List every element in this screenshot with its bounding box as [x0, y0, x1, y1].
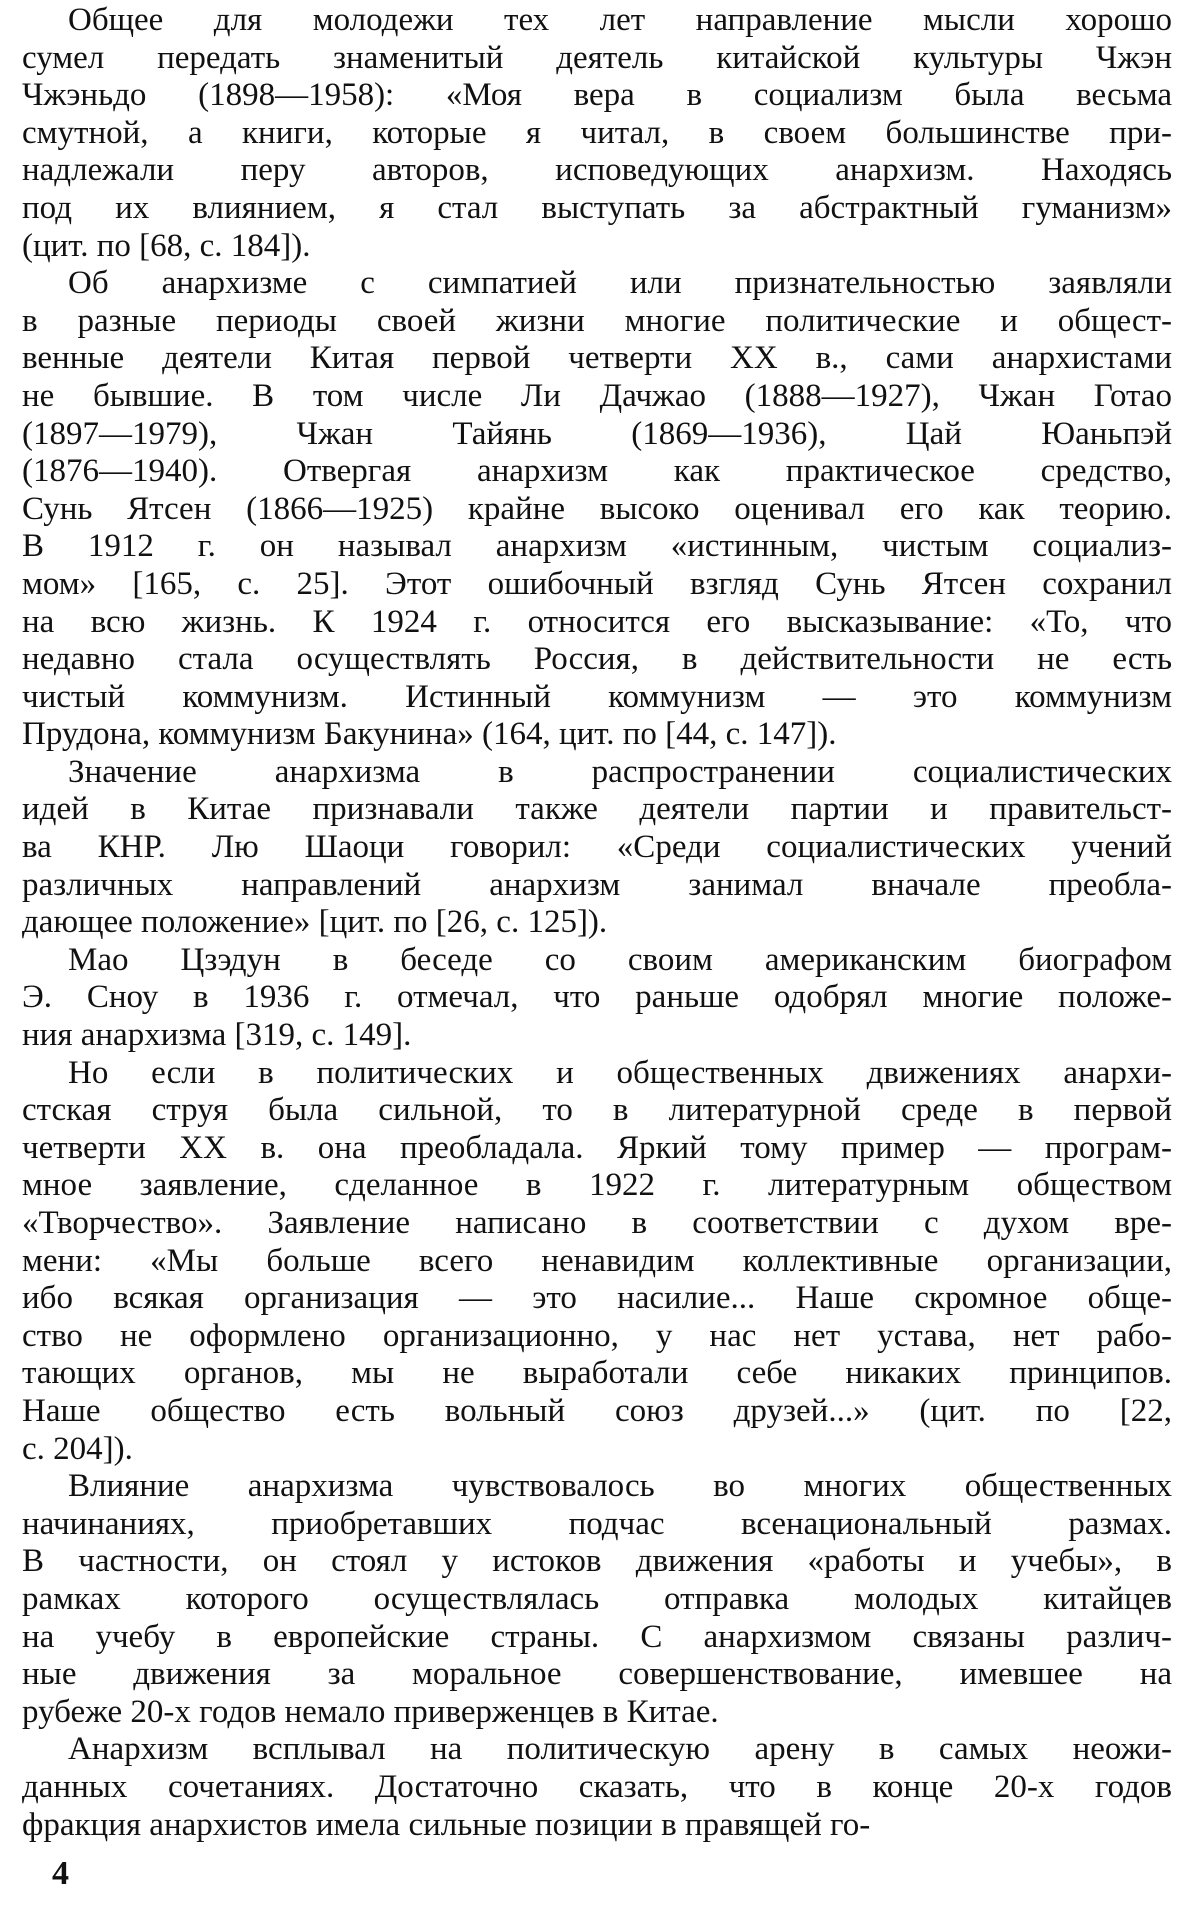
- text-line: (цит. по [68, с. 184]).: [22, 227, 311, 264]
- paragraph: [22, 942, 1172, 1055]
- text-line: «Творчество». Заявление написано в соответствии с духом вре-: [22, 1205, 1172, 1241]
- text-line: Э. Сноу в 1936 г. отмечал, что раньше одобрял многие положе-: [22, 979, 1172, 1016]
- text-line: ния анархизма [319, с. 149].: [22, 1017, 412, 1054]
- paragraph: [22, 1731, 1172, 1844]
- text-line: Об анархизме с симпатией или признательностью заявляли: [68, 265, 1172, 302]
- text-line: (1876—1940). Отвергая анархизм как практическое средство,: [22, 453, 1172, 490]
- text-line: чистый коммунизм. Истинный коммунизм — это коммунизм: [22, 678, 1172, 715]
- text-line: венные деятели Китая первой четверти XX в., сами анархистами: [22, 340, 1172, 377]
- text-line: на всю жизнь. К 1924 г. относится его высказывание: «То, что: [22, 603, 1172, 640]
- text-line: недавно стала осуществлять Россия, в действительности не есть: [22, 641, 1172, 678]
- paragraph: [22, 1055, 1172, 1469]
- text-line: тающих органов, мы не выработали себе никаких принципов.: [22, 1355, 1172, 1392]
- text-line: в разные периоды своей жизни многие политические и общест-: [22, 302, 1172, 339]
- text-line: данных сочетаниях. Достаточно сказать, что в конце 20-х годов: [22, 1768, 1172, 1805]
- text-line: ство не оформлено организационно, у нас нет устава, нет рабо-: [22, 1317, 1172, 1354]
- text-line: В частности, он стоял у истоков движения «работы и учебы», в: [22, 1543, 1172, 1580]
- text-line: рамках которого осуществлялась отправка молодых китайцев: [22, 1580, 1172, 1617]
- text-line: Мао Цзэдун в беседе со своим американским биографом: [68, 941, 1172, 978]
- text-line: рубеже 20-х годов немало приверженцев в Китае.: [22, 1693, 719, 1730]
- text-line: различных направлений анархизм занимал вначале преобла-: [22, 866, 1172, 903]
- text-line: Чжэньдо (1898—1958): «Моя вера в социализм была весьма: [22, 77, 1172, 114]
- text-line: мное заявление, сделанное в 1922 г. литературным обществом: [22, 1167, 1172, 1204]
- text-line: дающее положение» [цит. по [26, с. 125]).: [22, 904, 608, 941]
- text-line: Влияние анархизма чувствовалось во многих общественных: [68, 1468, 1172, 1505]
- text-line: с. 204]).: [22, 1430, 133, 1467]
- text-line: ва КНР. Лю Шаоци говорил: «Среди социалистических учений: [22, 829, 1172, 866]
- text-line: Сунь Ятсен (1866—1925) крайне высоко оценивал его как теорию.: [22, 490, 1172, 527]
- text-line: стская струя была сильной, то в литературной среде в первой: [22, 1092, 1172, 1129]
- text-line: надлежали перу авторов, исповедующих анархизм. Находясь: [22, 152, 1172, 189]
- page-number: 4: [52, 1855, 69, 1892]
- document-page: [22, 2, 1172, 1917]
- text-line: смутной, а книги, которые я читал, в своем большинстве при-: [22, 114, 1172, 151]
- text-line: не бывшие. В том числе Ли Дачжао (1888—1927), Чжан Готао: [22, 377, 1172, 414]
- text-line: идей в Китае признавали также деятели партии и правительст-: [22, 791, 1172, 828]
- text-line: Общее для молодежи тех лет направление мысли хорошо: [68, 2, 1172, 38]
- text-line: начинаниях, приобретавших подчас всенациональный размах.: [22, 1505, 1172, 1542]
- paragraph: [22, 1468, 1172, 1731]
- text-line: мени: «Мы больше всего ненавидим коллективные организации,: [22, 1242, 1172, 1279]
- text-line: Значение анархизма в распространении социалистических: [68, 753, 1172, 790]
- text-line: четверти XX в. она преобладала. Яркий тому пример — програм-: [22, 1129, 1172, 1166]
- text-line: Прудона, коммунизм Бакунина» (164, цит. по [44, с. 147]).: [22, 716, 837, 753]
- paragraph: [22, 754, 1172, 942]
- text-line: сумел передать знаменитый деятель китайской культуры Чжэн: [22, 39, 1172, 76]
- text-line: ные движения за моральное совершенствование, имевшее на: [22, 1656, 1172, 1693]
- text-line: Наше общество есть вольный союз друзей...» (цит. по [22,: [22, 1392, 1172, 1429]
- text-line: (1897—1979), Чжан Тайянь (1869—1936), Цай Юаньпэй: [22, 415, 1172, 452]
- text-line: на учебу в европейские страны. С анархизмом связаны различ-: [22, 1618, 1172, 1655]
- text-line: Анархизм всплывал на политическую арену в самых неожи-: [68, 1731, 1172, 1768]
- text-line: Но если в политических и общественных движениях анархи-: [68, 1054, 1172, 1091]
- text-line: под их влиянием, я стал выступать за абстрактный гуманизм»: [22, 189, 1172, 226]
- text-line: В 1912 г. он называл анархизм «истинным, чистым социализ-: [22, 528, 1172, 565]
- text-line: ибо всякая организация — это насилие... Наше скромное обще-: [22, 1280, 1172, 1317]
- paragraph: [22, 265, 1172, 754]
- paragraph: [22, 2, 1172, 265]
- text-line: мом» [165, с. 25]. Этот ошибочный взгляд Сунь Ятсен сохранил: [22, 565, 1172, 602]
- text-line: фракция анархистов имела сильные позиции в правящей го-: [22, 1806, 871, 1843]
